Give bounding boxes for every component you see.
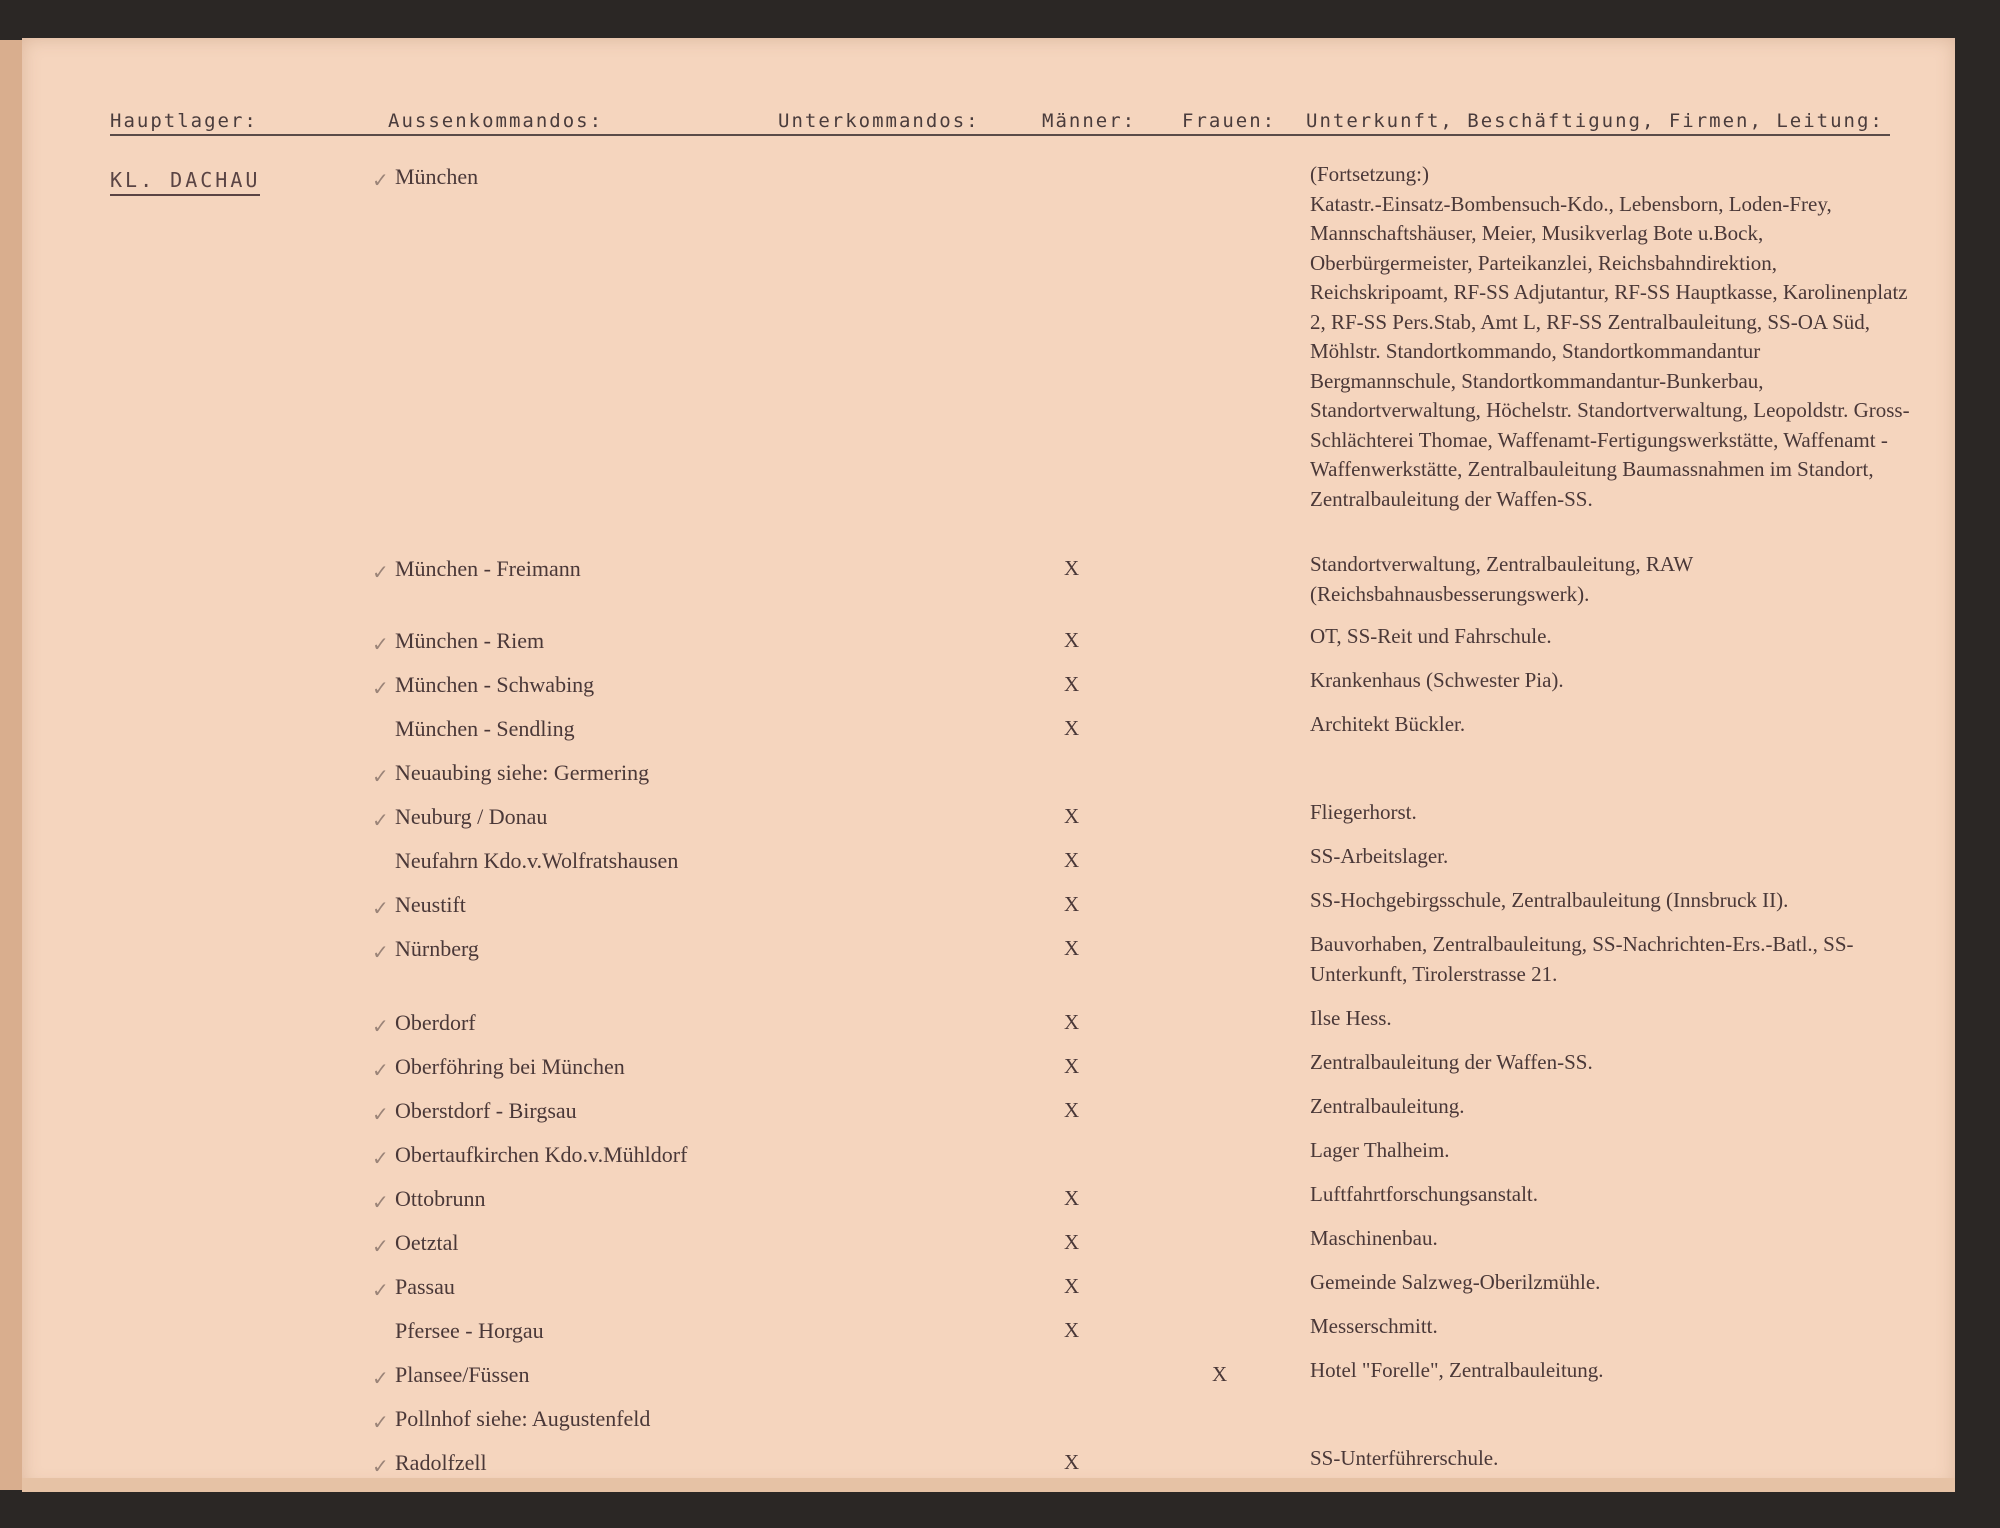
unterkunft-info: Architekt Bückler. (1310, 712, 1466, 736)
checkmark-icon: ✓ (372, 1410, 389, 1434)
aussenkommando-name: Neustift (395, 892, 466, 917)
maenner-mark: X (1064, 848, 1080, 872)
checkmark-icon: ✓ (372, 676, 389, 700)
aussenkommando-name: München - Riem (395, 628, 545, 653)
checkmark-icon: ✓ (372, 1366, 389, 1390)
aussenkommando-name: Nürnberg (395, 936, 479, 961)
unterkunft-info: (Fortsetzung:) Katastr.-Einsatz-Bombensuch-Kdo., Lebensborn, Loden-Frey, Mannschaftshäuser, Meier, Musikverlag Bote u.Bock, Oberbürgermeister, Parteikanzlei, Reichsbahndirektion, Reichskripoamt, RF-SS Adjutantur, RF-SS Hauptkasse, Karolinenplatz 2, RF-SS Pers.Stab, Amt L, RF-SS Zentralbauleitung, SS-OA Süd, Möhlstr. Standortkommando, Standortkommandantur Bergmannschule, Standortkommandantur-Bunkerbau, Standortverwaltung, Höchelstr. Standortverwaltung, Leopoldstr. Gross-Schlächterei Thomae, Waffenamt-Fertigungswerkstätte, Waffenamt - Waffenwerkstätte, Zentralbauleitung Baumassnahmen im Standort, Zentralbauleitung der Waffen-SS. (1310, 162, 1910, 511)
header-hauptlager: Hauptlager: (110, 110, 258, 132)
maenner-mark: X (1064, 716, 1080, 740)
maenner-mark: X (1064, 804, 1080, 828)
maenner-mark: X (1064, 628, 1080, 652)
unterkunft-info: OT, SS-Reit und Fahrschule. (1310, 624, 1552, 648)
maenner-mark: X (1064, 1010, 1080, 1034)
checkmark-icon: ✓ (372, 632, 389, 656)
checkmark-icon: ✓ (372, 1278, 389, 1302)
aussenkommando-name: Neuburg / Donau (395, 804, 548, 829)
aussenkommando-name: Neufahrn Kdo.v.Wolfratshausen (395, 848, 679, 873)
aussenkommando-name: München - Freimann (395, 556, 581, 581)
unterkunft-info: Bauvorhaben, Zentralbauleitung, SS-Nachrichten-Ers.-Batl., SS-Unterkunft, Tirolerstrasse 21. (1310, 932, 1854, 986)
checkmark-icon: ✓ (372, 1102, 389, 1126)
maenner-mark: X (1064, 1274, 1080, 1298)
checkmark-icon: ✓ (372, 808, 389, 832)
aussenkommando-name: Plansee/Füssen (395, 1362, 530, 1387)
maenner-mark: X (1064, 892, 1080, 916)
aussenkommando-name: Pfersee - Horgau (395, 1318, 544, 1343)
aussenkommando-name: Obertaufkirchen Kdo.v.Mühldorf (395, 1142, 688, 1167)
binder-strip (0, 40, 24, 1490)
page-edge (22, 1478, 1955, 1492)
main-camp-label: KL. DACHAU (110, 168, 260, 196)
aussenkommando-name: München (395, 164, 479, 189)
unterkunft-info: Zentralbauleitung. (1310, 1094, 1465, 1118)
checkmark-icon: ✓ (372, 1058, 389, 1082)
checkmark-icon: ✓ (372, 764, 389, 788)
aussenkommando-name: Oberföhring bei München (395, 1054, 625, 1079)
header-aussenkommandos: Aussenkommandos: (388, 110, 604, 132)
checkmark-icon: ✓ (372, 896, 389, 920)
unterkunft-info: Messerschmitt. (1310, 1314, 1438, 1338)
unterkunft-info: Gemeinde Salzweg-Oberilzmühle. (1310, 1270, 1601, 1294)
aussenkommando-name: Passau (395, 1274, 455, 1299)
checkmark-icon: ✓ (372, 1190, 389, 1214)
checkmark-icon: ✓ (372, 560, 389, 584)
unterkunft-info: Maschinenbau. (1310, 1226, 1438, 1250)
maenner-mark: X (1064, 1230, 1080, 1254)
header-unterkunft: Unterkunft, Beschäftigung, Firmen, Leitung: (1306, 110, 1884, 132)
header-frauen: Frauen: (1182, 110, 1277, 132)
unterkunft-info: SS-Hochgebirgsschule, Zentralbauleitung (Innsbruck II). (1310, 888, 1789, 912)
checkmark-icon: ✓ (372, 1454, 389, 1478)
unterkunft-info: Fliegerhorst. (1310, 800, 1417, 824)
maenner-mark: X (1064, 1186, 1080, 1210)
aussenkommando-name: Oetztal (395, 1230, 459, 1255)
column-header-row (110, 100, 1890, 136)
checkmark-icon: ✓ (372, 1014, 389, 1038)
aussenkommando-name: Radolfzell (395, 1450, 487, 1475)
checkmark-icon: ✓ (372, 940, 389, 964)
aussenkommando-name: Oberdorf (395, 1010, 476, 1035)
unterkunft-info: SS-Arbeitslager. (1310, 844, 1449, 868)
aussenkommando-name: Ottobrunn (395, 1186, 486, 1211)
unterkunft-info: Zentralbauleitung der Waffen-SS. (1310, 1050, 1593, 1074)
unterkunft-info: Standortverwaltung, Zentralbauleitung, RAW (Reichsbahnausbesserungswerk). (1310, 552, 1693, 606)
header-maenner: Männer: (1042, 110, 1137, 132)
maenner-mark: X (1064, 936, 1080, 960)
aussenkommando-name: Pollnhof siehe: Augustenfeld (395, 1406, 651, 1431)
checkmark-icon: ✓ (372, 1234, 389, 1258)
maenner-mark: X (1064, 556, 1080, 580)
maenner-mark: X (1064, 1098, 1080, 1122)
unterkunft-info: Krankenhaus (Schwester Pia). (1310, 668, 1564, 692)
aussenkommando-name: München - Schwabing (395, 672, 595, 697)
unterkunft-info: Lager Thalheim. (1310, 1138, 1450, 1162)
aussenkommando-name: Oberstdorf - Birgsau (395, 1098, 577, 1123)
unterkunft-info: Luftfahrtforschungsanstalt. (1310, 1182, 1539, 1206)
maenner-mark: X (1064, 672, 1080, 696)
maenner-mark: X (1064, 1450, 1080, 1474)
unterkunft-info: Ilse Hess. (1310, 1006, 1392, 1030)
maenner-mark: X (1064, 1054, 1080, 1078)
unterkunft-info: Hotel "Forelle", Zentralbauleitung. (1310, 1358, 1604, 1382)
aussenkommando-name: Neuaubing siehe: Germering (395, 760, 650, 785)
checkmark-icon: ✓ (372, 168, 389, 192)
unterkunft-info: SS-Unterführerschule. (1310, 1446, 1499, 1470)
maenner-mark: X (1064, 1318, 1080, 1342)
frauen-mark: X (1212, 1362, 1228, 1386)
checkmark-icon: ✓ (372, 1146, 389, 1170)
aussenkommando-name: München - Sendling (395, 716, 575, 741)
header-unterkommandos: Unterkommandos: (778, 110, 980, 132)
